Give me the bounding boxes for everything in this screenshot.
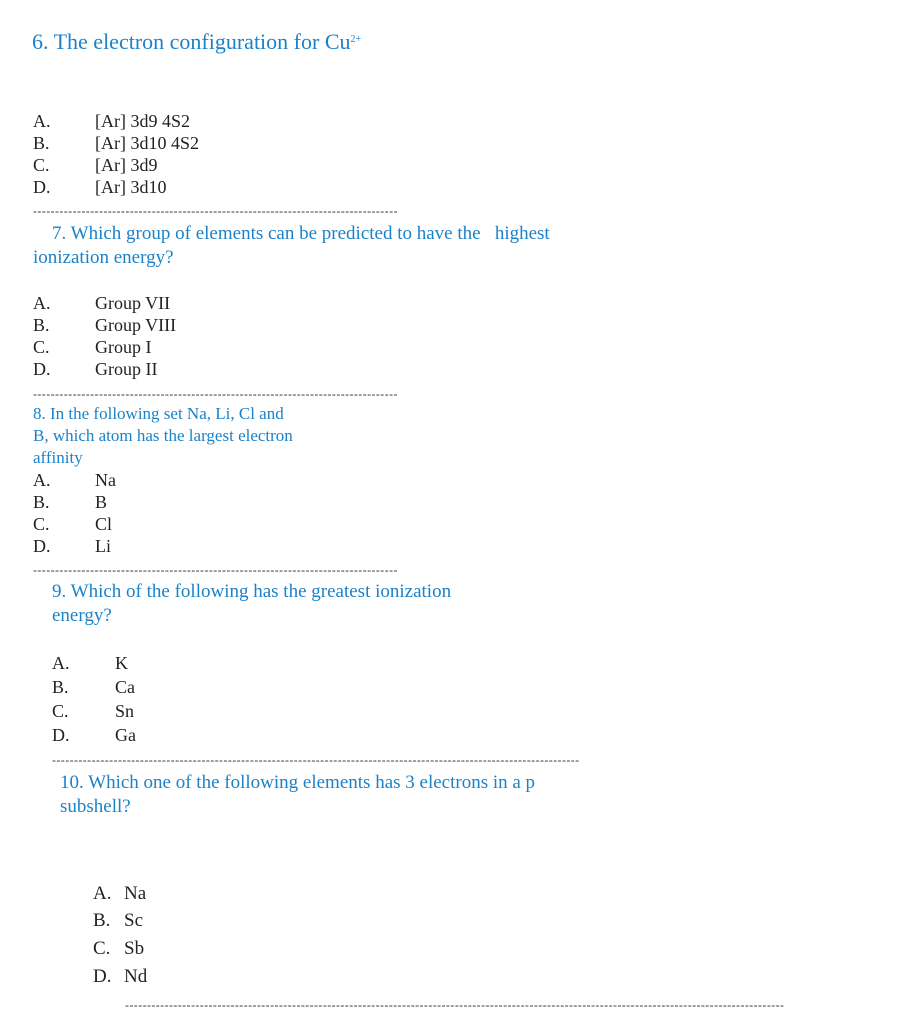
- separator-2: -----------------------------------------------------------------------------------: [33, 387, 398, 401]
- option-letter: A.: [52, 653, 70, 673]
- option-letter: B.: [33, 315, 50, 335]
- option-letter: C.: [52, 701, 69, 721]
- option-text: Sn: [115, 701, 135, 721]
- separator-4: ------------------------------------------------------------------------------------------------------------------------: [52, 753, 580, 767]
- option-letter: D.: [52, 725, 70, 745]
- option-text: Sc: [124, 910, 143, 931]
- option-text: Li: [95, 536, 111, 556]
- separator-3: -----------------------------------------------------------------------------------: [33, 563, 398, 577]
- option-letter: C.: [33, 155, 50, 175]
- question-7-line-1: 7. Which group of elements can be predicted to have the highest: [52, 223, 550, 244]
- option-text: [Ar] 3d9: [95, 155, 158, 175]
- question-10-line-1: 10. Which one of the following elements has 3 electrons in a p: [60, 772, 536, 793]
- question-8-line-2: B, which atom has the largest electron: [33, 426, 293, 445]
- option-letter: A.: [93, 883, 112, 904]
- question-6-text: 6. The electron configuration for Cu: [32, 29, 351, 54]
- separator-5: ------------------------------------------------------------------------------------------------------------------------------------------------------: [125, 998, 785, 1012]
- option-letter: C.: [33, 514, 50, 534]
- option-text: Na: [95, 470, 116, 490]
- option-letter: D.: [33, 536, 51, 556]
- question-8-line-1: 8. In the following set Na, Li, Cl and: [33, 404, 284, 423]
- option-text: Ca: [115, 677, 135, 697]
- option-text: [Ar] 3d10 4S2: [95, 133, 199, 153]
- option-letter: C.: [93, 938, 111, 959]
- option-text: Group II: [95, 359, 158, 379]
- option-text: Ga: [115, 725, 136, 745]
- option-letter: B.: [33, 492, 50, 512]
- option-letter: A.: [33, 293, 51, 313]
- option-letter: B.: [33, 133, 50, 153]
- separator-1: -----------------------------------------------------------------------------------: [33, 204, 398, 218]
- question-8-line-3: affinity: [33, 448, 83, 467]
- option-letter: D.: [93, 966, 112, 987]
- question-10-line-2: subshell?: [60, 796, 131, 817]
- option-text: K: [115, 653, 128, 673]
- question-9-line-2: energy?: [52, 605, 112, 626]
- option-letter: B.: [52, 677, 69, 697]
- option-text: Cl: [95, 514, 113, 534]
- option-text: B: [95, 492, 108, 512]
- question-6-title: [32, 26, 361, 56]
- option-letter: B.: [93, 910, 111, 931]
- option-text: [Ar] 3d9 4S2: [95, 111, 190, 131]
- option-text: Group I: [95, 337, 152, 357]
- option-letter: C.: [33, 337, 50, 357]
- option-letter: A.: [33, 470, 51, 490]
- question-7-line-2: ionization energy?: [33, 247, 174, 268]
- option-text: Nd: [124, 966, 148, 987]
- option-text: Group VII: [95, 293, 171, 313]
- question-9-line-1: 9. Which of the following has the greatest ionization: [52, 581, 452, 602]
- option-text: Sb: [124, 938, 145, 959]
- option-text: Group VIII: [95, 315, 177, 335]
- option-letter: A.: [33, 111, 51, 131]
- option-text: Na: [124, 883, 147, 904]
- option-letter: D.: [33, 359, 51, 379]
- option-letter: D.: [33, 177, 51, 197]
- option-text: [Ar] 3d10: [95, 177, 167, 197]
- charge-superscript: 2+: [350, 34, 362, 45]
